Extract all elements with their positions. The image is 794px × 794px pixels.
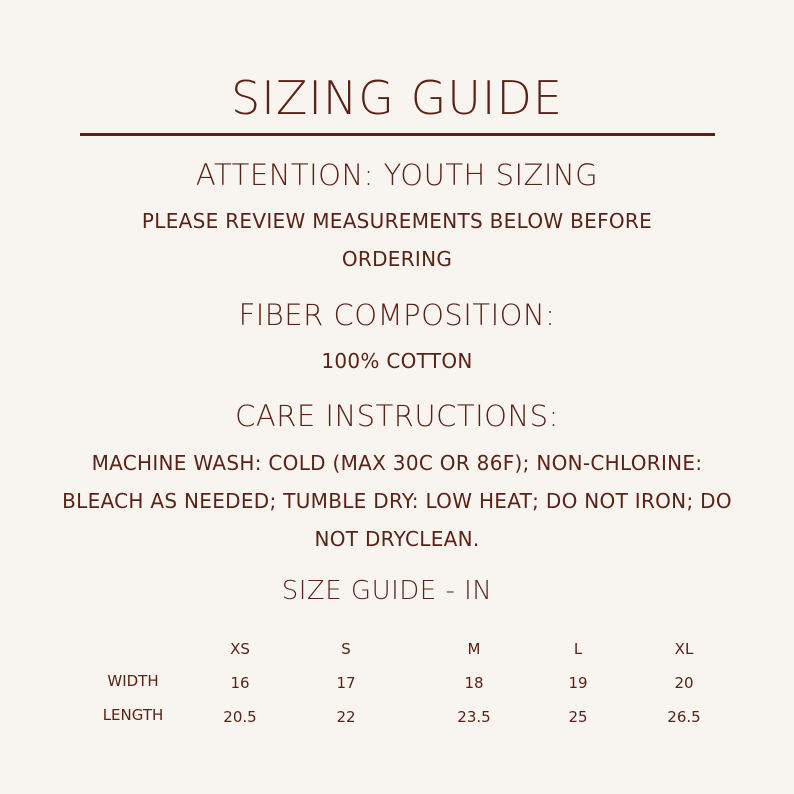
cell-width-s: 17	[336, 674, 356, 692]
size-guide-heading: SIZE GUIDE - IN	[281, 576, 493, 606]
fiber-heading: FIBER COMPOSITION:	[238, 298, 556, 332]
care-heading: CARE INSTRUCTIONS:	[235, 399, 559, 433]
care-text: MACHINE WASH: COLD (MAX 30C OR 86F); NON-CHLORINE: BLEACH AS NEEDED; TUMBLE DRY: LOW HEAT; DO NOT IRON; DO NOT DRYCLEAN.	[62, 451, 732, 551]
cell-width-xs: 16	[230, 674, 250, 692]
size-header-l: L	[573, 640, 583, 658]
cell-width-l: 19	[568, 674, 588, 692]
size-header-m: M	[467, 640, 481, 658]
attention-heading: ATTENTION: YOUTH SIZING	[195, 158, 599, 192]
title-divider	[80, 133, 715, 136]
cell-length-s: 22	[336, 708, 356, 726]
row-label-length: LENGTH	[102, 706, 164, 724]
row-label-width: WIDTH	[107, 672, 159, 690]
cell-length-xl: 26.5	[667, 708, 701, 726]
cell-length-l: 25	[568, 708, 588, 726]
cell-width-xl: 20	[674, 674, 694, 692]
size-header-xl: XL	[674, 640, 694, 658]
fiber-text: 100% COTTON	[321, 349, 473, 373]
cell-width-m: 18	[464, 674, 484, 692]
cell-length-xs: 20.5	[223, 708, 257, 726]
page-title: SIZING GUIDE	[231, 71, 563, 125]
size-header-xs: XS	[230, 640, 250, 658]
cell-length-m: 23.5	[457, 708, 491, 726]
size-header-s: S	[341, 640, 351, 658]
attention-text: PLEASE REVIEW MEASUREMENTS BELOW BEFORE ORDERING	[141, 209, 653, 271]
